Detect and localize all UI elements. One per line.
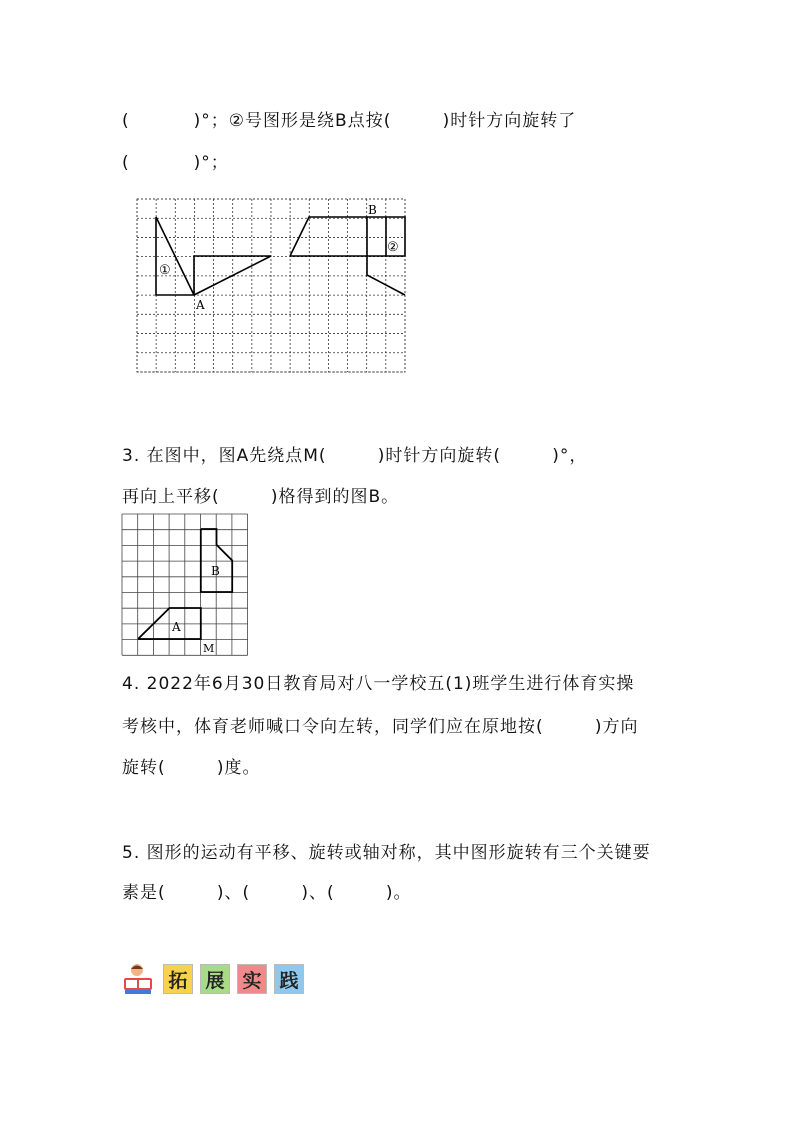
- q4-text-line-2: 考核中，体育老师喊口令向左转，同学们应在原地按( )方向: [122, 717, 639, 737]
- q3-grid-svg: [120, 513, 250, 658]
- banner-tile-2: 展: [200, 964, 230, 994]
- q5-text-line-1: 5. 图形的运动有平移、旋转或轴对称，其中图形旋转有三个关键要: [122, 843, 651, 863]
- banner-tile-3: 实: [237, 964, 267, 994]
- reading-kid-icon: [120, 962, 156, 996]
- q2-label-circle-2: ②: [387, 240, 399, 255]
- q3-label-b: B: [211, 564, 220, 578]
- q2-text-line-2: ( )°；: [122, 153, 229, 173]
- q3-label-m: M: [203, 642, 215, 655]
- q3-text-line-2: 再向上平移( )格得到的图B。: [122, 487, 400, 507]
- banner-tile-1: 拓: [163, 964, 193, 994]
- q2-grid-figure: [134, 196, 410, 378]
- banner-tile-4: 践: [274, 964, 304, 994]
- q2-label-circle-1: ①: [159, 263, 171, 278]
- q3-label-a: A: [172, 620, 181, 634]
- extension-practice-banner: [120, 962, 304, 996]
- q3-grid-figure: [120, 513, 250, 658]
- q2-text-line-1: ( )°；②号图形是绕B点按( )时针方向旋转了: [122, 111, 577, 131]
- q4-text-line-3: 旋转( )度。: [122, 758, 261, 778]
- q2-dashed-grid: [137, 199, 405, 372]
- q3-text-line-1: 3. 在图中，图A先绕点M( )时针方向旋转( )°，: [122, 446, 588, 466]
- q2-label-point-a: A: [196, 298, 205, 312]
- q3-solid-grid: [122, 514, 248, 655]
- q4-text-line-1: 4. 2022年6月30日教育局对八一学校五(1)班学生进行体育实操: [122, 674, 635, 694]
- q2-grid-svg: [134, 196, 410, 378]
- q2-label-point-b: B: [368, 203, 377, 217]
- q5-text-line-2: 素是( )、( )、( )。: [122, 883, 412, 903]
